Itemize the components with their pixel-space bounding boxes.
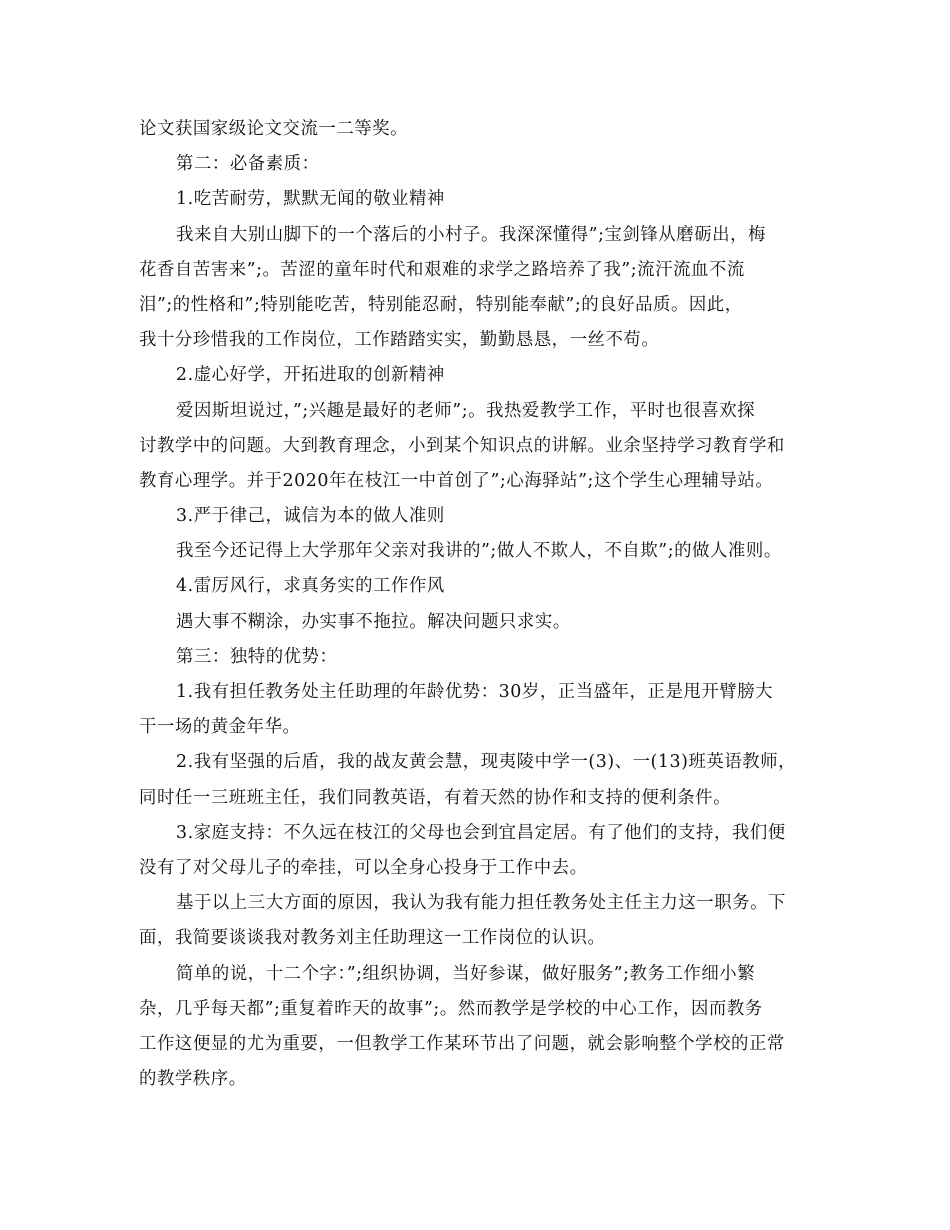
text-line: 爱因斯坦说过，”;兴趣是最好的老师”;。我热爱教学工作，平时也很喜欢探 (176, 400, 756, 421)
text-line: 4.雷厉风行，求真务实的工作作风 (176, 576, 445, 597)
text-line: 同时任一三班班主任，我们同教英语，有着天然的协作和支持的便利条件。 (139, 787, 732, 808)
text-line: 1.我有担任教务处主任助理的年龄优势：30岁，正当盛年，正是甩开臂膀大 (176, 682, 774, 702)
text-line: 3.家庭支持：不久远在枝江的父母也会到宜昌定居。有了他们的支持，我们便 (176, 822, 786, 843)
text-line: 我十分珍惜我的工作岗位，工作踏踏实实，勤勤恳恳，一丝不苟。 (139, 330, 660, 351)
text-line: 杂，几乎每天都”;重复着昨天的故事”;。然而教学是学校的中心工作，因而教务 (139, 998, 763, 1019)
text-line: 讨教学中的问题。大到教育理念，小到某个知识点的讲解。业余坚持学习教育学和 (139, 435, 785, 456)
text-line: 简单的说，十二个字：”;组织协调，当好参谋，做好服务”;教务工作细小繁 (176, 963, 756, 984)
text-line: 2.我有坚强的后盾，我的战友黄会慧，现夷陵中学一(3)、一(13)班英语教师， (176, 752, 797, 773)
text-line: 工作这便显的尤为重要，一但教学工作某环节出了问题，就会影响整个学校的正常 (139, 1033, 785, 1054)
text-line: 第三：独特的优势： (176, 646, 338, 667)
text-line: 的教学秩序。 (139, 1069, 247, 1090)
text-line: 我来自大别山脚下的一个落后的小村子。我深深懂得”;宝剑锋从磨砺出，梅 (176, 224, 766, 245)
text-line: 没有了对父母儿子的牵挂，可以全身心投身于工作中去。 (139, 857, 588, 878)
text-line: 泪”;的性格和”;特别能吃苦，特别能忍耐，特别能奉献”;的良好品质。因此， (139, 294, 743, 315)
text-line: 3.严于律己，诚信为本的做人准则 (176, 506, 445, 527)
document-body (139, 112, 819, 1097)
text-line: 面，我简要谈谈我对教务刘主任助理这一工作岗位的认识。 (139, 928, 606, 949)
text-line: 基于以上三大方面的原因，我认为我有能力担任教务处主任主力这一职务。下 (176, 893, 786, 914)
text-line: 遇大事不糊涂，办实事不拖拉。解决问题只求实。 (176, 611, 571, 632)
text-line: 1.吃苦耐劳，默默无闻的敬业精神 (176, 189, 445, 210)
text-line: 我至今还记得上大学那年父亲对我讲的”;做人不欺人，不自欺”;的做人准则。 (176, 541, 782, 562)
text-line: 论文获国家级论文交流一二等奖。 (139, 119, 409, 139)
text-line: 花香自苦害来”;。苦涩的童年时代和艰难的求学之路培养了我”;流汗流血不流 (139, 259, 745, 280)
text-line: 2.虚心好学，开拓进取的创新精神 (176, 365, 445, 386)
text-line: 第二：必备素质： (176, 154, 320, 175)
text-line: 干一场的黄金年华。 (139, 717, 301, 738)
text-line: 教育心理学。并于2020年在枝江一中首创了”;心海驿站”;这个学生心理辅导站。 (139, 470, 774, 491)
